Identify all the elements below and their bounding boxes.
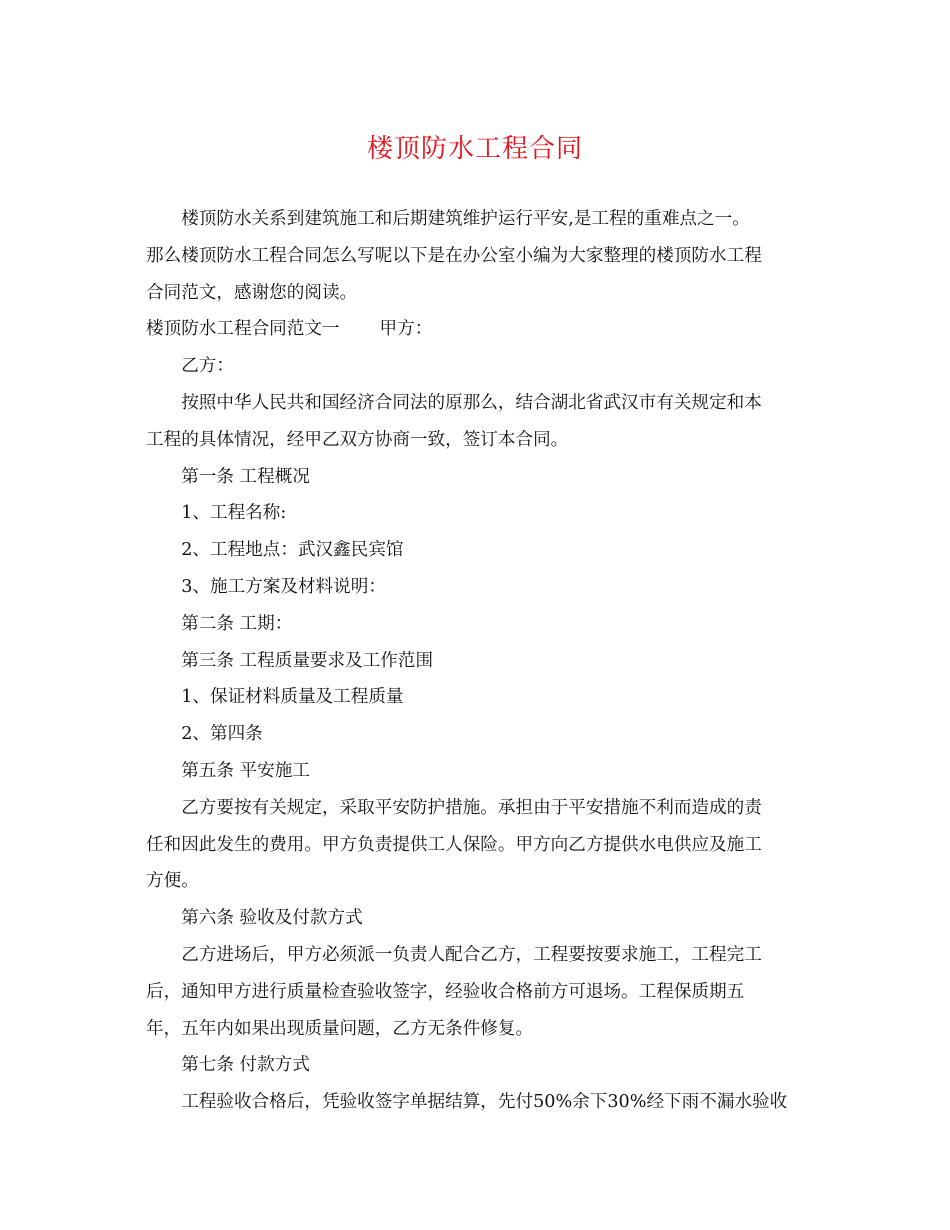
article7-heading: 第七条 付款方式 — [181, 1055, 310, 1076]
article5-heading: 第五条 平安施工 — [181, 760, 310, 781]
preamble-paragraph — [146, 385, 808, 459]
document-body — [146, 201, 808, 1121]
article1-item: 2、工程地点：武汉鑫民宾馆 — [181, 540, 404, 561]
article1-item: 3、施工方案及材料说明： — [181, 576, 386, 597]
sample-heading: 楼顶防水工程合同范文一 — [146, 319, 340, 340]
article5-line: 方便。 — [146, 871, 199, 892]
article7-line: 工程验收合格后，凭验收签字单据结算，先付50%余下30%经下雨不漏水验收 — [181, 1092, 788, 1113]
intro-line: 楼顶防水关系到建筑施工和后期建筑维护运行平安,是工程的重难点之一。 — [181, 209, 750, 229]
intro-line: 那么楼顶防水工程合同怎么写呢以下是在办公室小编为大家整理的楼顶防水工程 — [146, 245, 762, 266]
article5-line: 乙方要按有关规定，采取平安防护措施。承担由于平安措施不利而造成的责 — [181, 797, 762, 818]
document-title: 楼顶防水工程合同 — [366, 134, 583, 164]
article2-heading: 第二条 工期： — [181, 613, 293, 634]
article1-heading: 第一条 工程概况 — [181, 466, 310, 487]
sample-heading-line — [146, 311, 808, 348]
article3-item: 2、第四条 — [181, 724, 263, 745]
article6-line: 年，五年内如果出现质量问题，乙方无条件修复。 — [146, 1018, 534, 1039]
party-a-label: 甲方： — [379, 319, 433, 340]
article3-heading: 第三条 工程质量要求及工作范围 — [181, 650, 434, 671]
intro-line: 合同范文，感谢您的阅读。 — [146, 282, 358, 303]
intro-paragraph — [146, 201, 808, 311]
article3-item: 1、保证材料质量及工程质量 — [181, 687, 404, 708]
article6-line: 乙方进场后，甲方必须派一负责人配合乙方，工程要按要求施工，工程完工 — [181, 944, 762, 965]
article6-paragraph — [146, 937, 808, 1047]
preamble-line: 工程的具体情况，经甲乙双方协商一致，签订本合同。 — [146, 429, 569, 450]
article1-item: 1、工程名称: — [181, 503, 287, 524]
article5-line: 任和因此发生的费用。甲方负责提供工人保险。甲方向乙方提供水电供应及施工 — [146, 834, 762, 855]
article6-heading: 第六条 验收及付款方式 — [181, 908, 363, 929]
preamble-line: 按照中华人民共和国经济合同法的原那么，结合湖北省武汉市有关规定和本 — [181, 392, 762, 413]
article6-line: 后，通知甲方进行质量检查验收签字，经验收合格前方可退场。工程保质期五 — [146, 981, 745, 1002]
article5-paragraph — [146, 790, 808, 900]
article7-paragraph — [146, 1084, 808, 1121]
party-b-label: 乙方： — [181, 356, 234, 377]
